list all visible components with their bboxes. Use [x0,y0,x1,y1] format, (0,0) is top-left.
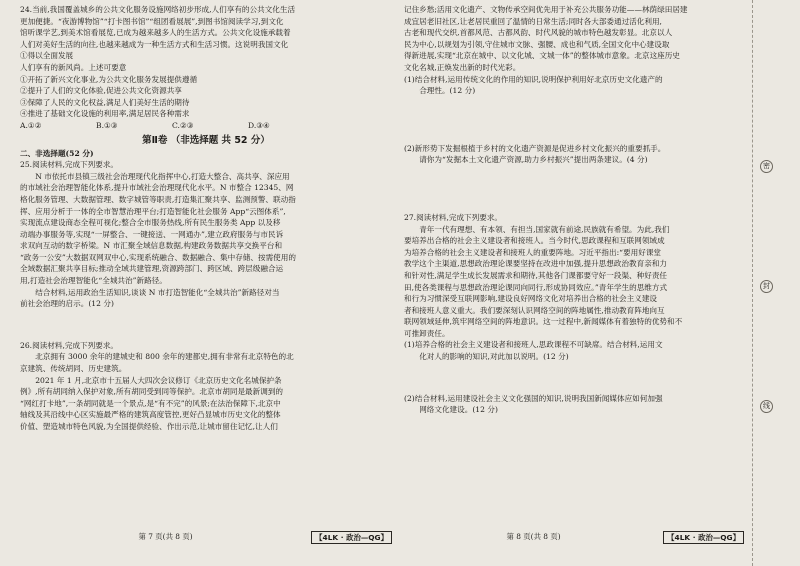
q27-material-line: 和行为习惯深受互联网影响,建设良好网络文化对培养出合格的社会主义建设 [404,294,658,304]
exam-code: 【4LK · 政治—QG】 [311,531,392,544]
q26-material-line: 价值、塑造城市特色风貌,为全国提供经验、作出示范,让城市留住记忆,让人们 [20,422,278,431]
q24-option-4: ④推进了基础文化设施的利用率,满足居民各种需求 [20,109,190,119]
page-8 [404,4,744,564]
q24-stem-line: 24.当前,我国覆盖城乡的公共文化服务设施网络初步形成,人们享有的公共文化生活 [20,5,296,14]
section-title: 第Ⅱ卷 （非选择题 共 52 分） [142,134,270,146]
q25-ask-line: 前社会治理的启示。(12 分) [20,299,114,309]
q26-ask1-answer-space[interactable] [404,97,744,143]
q26-material-line: 京建筑、传统胡同、历史建筑。 [20,364,127,374]
q26-ask1-line: (1)结合材料,运用传统文化的作用的知识,说明保护利用好北京历史文化遗产的 [404,74,663,84]
binding-mark-close: 封 [760,280,773,293]
q25-material-line: “政务一公安”大数据双网双中心,实现系统融合、数据融合、集中存储、按需使用的 [20,252,296,262]
section-subtitle: 二、非选择题(52 分) [20,148,94,158]
q26-material-line: 2021 年 1 月,北京市十五届人大四次会议修订《北京历史文化名城保护条 [35,375,282,385]
question-26 [20,340,392,433]
choice-b[interactable]: B.①③ [96,120,118,130]
q27-ask1-line: (1)培养合格的社会主义建设者和接班人,思政课程不可缺席。结合材料,运用文 [404,340,663,350]
q27-material-line: 可推卸责任。 [404,328,450,338]
q27-material-line: 田,使各类课程与思想政治理论课同向同行,形成协同效应。”青年学生的思维方式 [404,282,668,292]
q27-ask2-line: (2)结合材料,运用建设社会主义文化强国的知识,说明我国新闻媒体应如何加强 [404,393,663,403]
question-26-continued [404,4,744,212]
q27-material-line: 教学这个主渠道,思想政治理论课要坚持在改进中加强,提升思想政治教育亲和力 [404,259,668,269]
q26-ask2-answer-space[interactable] [404,166,744,212]
q25-ask-line: 结合材料,运用政治生活知识,谈谈 N 市打造智能化“全城共治”新路径对当 [35,287,280,297]
q25-material-line: 求双向互动的数字桥梁。N 市汇聚全域信息数据,构建政务数据共享交换平台和 [20,241,283,251]
q25-head: 25.阅读材料,完成下列要求。 [20,160,119,170]
q26-material-line: 轴线及其沿线中心区实施最严格的建筑高度管控,更好凸显城市历史文化的整体 [20,410,281,420]
q24-question-line: 人们享有的新风尚。上述可要意 [20,62,127,72]
q26-material-line: 得新进展,实现“北京在城中、以文化城、文城一体”的整体城市意象。北京这座历史 [404,51,680,61]
q25-answer-space[interactable] [20,310,392,340]
q27-material-line: 为培养合格的社会主义建设者和接班人的重要阵地。习近平指出:“要用好课堂 [404,247,662,257]
q25-material-line: 格化服务管理、大数据管理、数字城管等职责,打造集汇聚共享、监测预警、联动指 [20,194,296,204]
q24-option-1: ①开拓了新兴文化事业,为公共文化服务发展提供遵循 [20,74,198,84]
question-24 [20,4,392,132]
q26-material-line: 成宜居老旧社区,让老居民重回了温情的日常生活;同时各大部委通过活化利用, [404,16,662,26]
page-8-footer [404,530,744,544]
page-7 [20,4,392,564]
q26-head: 26.阅读材料,完成下列要求。 [20,340,119,350]
q27-material-line: 青年一代有理想、有本领、有担当,国家就有前途,民族就有希望。为此,我们 [419,224,670,234]
binding-margin [752,0,800,566]
q26-material-line: 古老和现代交织,首都风范、古都风韵、时代风貌的城市特色越发彰显。北京以人 [404,28,673,38]
q26-material-line: 文化名城,正焕发出新的时代光彩。 [404,62,521,72]
q26-ask2-line: (2)新形势下发掘根植于乡村的文化遗产资源是促进乡村文化振兴的重要抓手。 [404,143,666,153]
page-7-footer [20,530,392,544]
page-number: 第 7 页(共 8 页) [138,532,193,542]
q27-material-line: 联网领域延伸,筑牢网络空间的阵地意识。这一过程中,新闻媒体有着独特的优势和不 [404,317,683,327]
q27-material-line: 和针对性,满足学生成长发展需求和期待,其他各门课都要守好一段渠、种好责任 [404,270,668,280]
q26-material-line: 北京拥有 3000 余年的建城史和 800 余年的建都史,拥有非常有北京特色的北 [35,352,294,362]
q27-head: 27.阅读材料,完成下列要求。 [404,212,503,222]
q26-material-line: “网红打卡地”,一条胡同就是一个景点,是“有不完”的风景;在法治保障下,北京中 [20,398,281,408]
q25-material-line: 挥、应用分析于一体的全市智慧治理平台;打造智能化社会服务 App“云图体系”, [20,206,286,216]
q26-material-line: 例》,所有胡同纳入保护对象,所有胡同受到同等保护。北京市胡同是最新调到的 [20,387,284,397]
exam-code: 【4LK · 政治—QG】 [663,531,744,544]
q27-ask1-line: 化对人的影响的知识,对此加以说明。(12 分) [419,352,569,362]
q25-material-line: 实现流点建设商态全程可视化;整合全市服务热线,所有民生服务类 App 以及移 [20,218,281,228]
question-25 [20,159,392,340]
choice-a[interactable]: A.①② [20,120,42,130]
choice-d[interactable]: D.③④ [248,120,270,130]
q24-stem-line: 馆听课学艺,到美术馆看展览,已成为越来越多人的生活方式。公共文化设施承载着 [20,28,291,38]
q25-material-line: N 市依托市县镇三级社会治理现代化指挥中心,打造大整合、高共享、深应用 [35,171,290,181]
q24-option-3: ③保障了人民的文化权益,满足人们美好生活的期待 [20,97,190,107]
binding-mark-seal: 密 [760,160,773,173]
q27-ask2-line: 网络文化建设。(12 分) [419,405,498,415]
q27-ask1-answer-space[interactable] [404,363,744,393]
q26-material-line: 民为中心,以规划为引领,守住城市文脉、强腰、成也和气质,全国文化中心建设取 [404,39,670,49]
q25-material-line: 的市域社会治理智能化体系,提升市域社会治理现代化水平。N 市整合 12345、网 [20,183,294,193]
q25-material-line: 动端办事服务等,实现“一屏整合、一键接送、一网通办”,建立政府服务与市民诉 [20,229,284,239]
q24-option-2: ②提升了人们的文化体验,促进公共文化资源共享 [20,86,182,96]
binding-mark-line: 线 [760,400,773,413]
q26-material-line: 记住乡愁;活用文化遗产、文物传承空间优先用于补充公共服务功能——林荫绿田居建 [404,5,688,14]
page-number: 第 8 页(共 8 页) [506,532,561,542]
q24-choices [20,120,392,132]
q24-stem-line: 更加便捷。“夜游博物馆”“打卡图书馆”“组团看展展”,到图书馆阅读学习,到文化 [20,16,284,26]
q26-ask2-line: 请你为“发掘本土文化遗产资源,助力乡村振兴”提出两条建议。(4 分) [419,155,648,165]
q25-material-line: 全域数据汇聚共享目标;推动全域共建管理,资源跨部门、跨区域、跨层级融合运 [20,264,284,274]
q26-ask1-line: 合理性。(12 分) [419,86,476,96]
q27-material-line: 者和接班人意义重大。我们要深刻认识网络空间的阵地属性,推动教育阵地向互 [404,305,665,315]
question-27 [404,212,744,416]
q24-stem-line: ①得以全面发展 [20,51,74,61]
choice-c[interactable]: C.②③ [172,120,194,130]
q24-stem-line: 人们对美好生活的向往,也越来越成为一种生活方式和生活习惯。这说明我国文化 [20,39,289,49]
q27-material-line: 要培养出合格的社会主义建设者和接班人。当今时代,思政课程和互联网领域成 [404,236,665,246]
q25-material-line: 用,打造社会治理智能化“全城共治”新路径。 [20,276,167,286]
